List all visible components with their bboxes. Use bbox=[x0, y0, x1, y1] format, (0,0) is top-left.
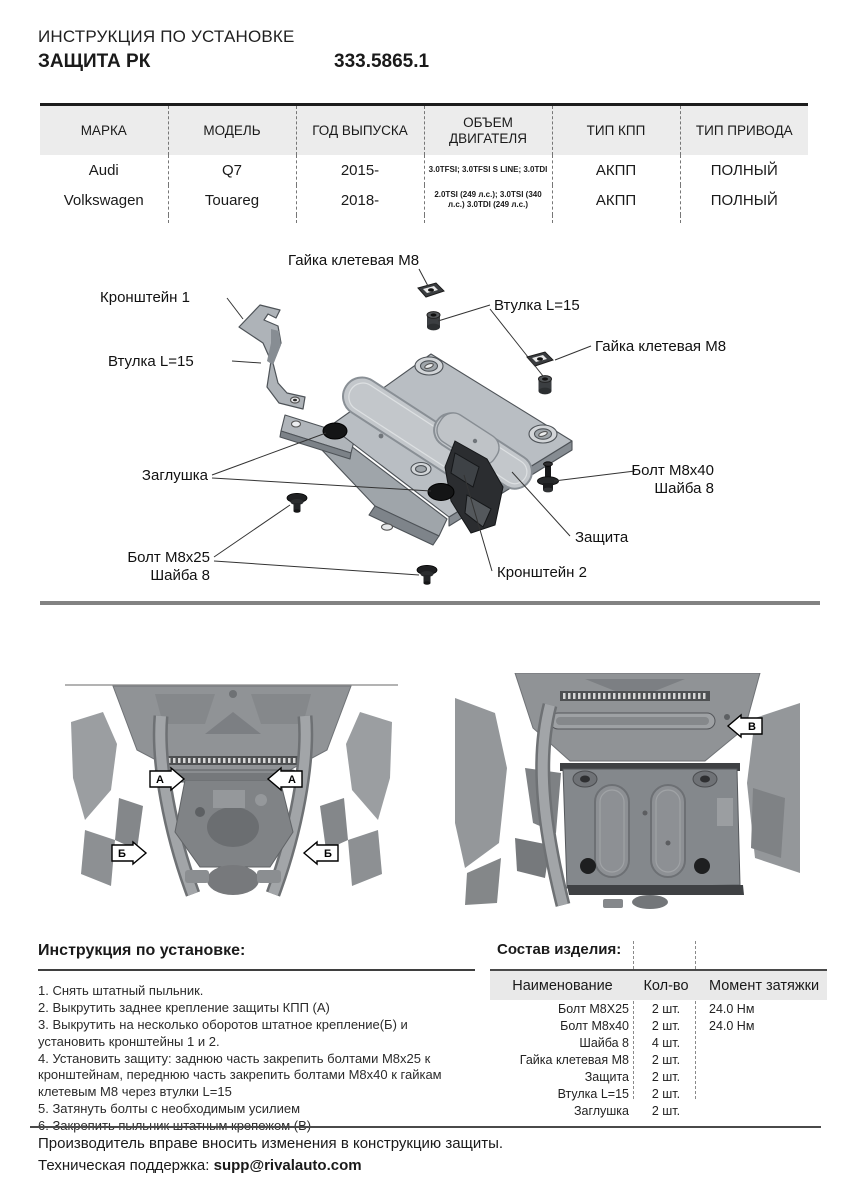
parts-table bbox=[490, 969, 827, 1119]
diagram-label-bushing-right: Втулка L=15 bbox=[494, 297, 580, 314]
plug-icon bbox=[323, 423, 347, 439]
guard-plate-illustration bbox=[280, 354, 572, 545]
plug-icon bbox=[428, 484, 454, 501]
boss-lower bbox=[411, 463, 431, 476]
document-header bbox=[38, 27, 798, 75]
svg-text:А: А bbox=[156, 774, 164, 786]
diagram-label-bushing-left: Втулка L=15 bbox=[108, 353, 194, 370]
callout-b-right bbox=[304, 842, 338, 864]
part-torque: 24.0 Нм bbox=[709, 1001, 755, 1016]
cell-year: 2018- bbox=[296, 185, 424, 215]
boss-right bbox=[529, 425, 557, 443]
col-header-brand: МАРКА bbox=[40, 105, 168, 156]
instructions-steps bbox=[38, 983, 475, 1135]
diagram-label-bracket1: Кронштейн 1 bbox=[100, 289, 190, 306]
exploded-parts-diagram bbox=[35, 243, 815, 603]
parts-col-torque: Момент затяжки bbox=[698, 970, 827, 1000]
svg-text:В: В bbox=[748, 721, 756, 733]
diagram-label-bolt-m8x40: Болт М8х40 bbox=[631, 462, 714, 479]
part-number: 333.5865.1 bbox=[334, 51, 430, 72]
part-torque: 24.0 Нм bbox=[709, 1018, 755, 1033]
diagram-label-guard: Защита bbox=[575, 529, 629, 546]
parts-row bbox=[490, 1068, 827, 1085]
support-label: Техническая поддержка: bbox=[38, 1157, 214, 1174]
diagram-label-washer-right: Шайба 8 bbox=[654, 480, 714, 497]
cell-drive: ПОЛНЫЙ bbox=[680, 155, 808, 185]
svg-text:А: А bbox=[288, 774, 296, 786]
bushing-icon bbox=[539, 376, 552, 395]
parts-row bbox=[490, 1102, 827, 1119]
bolt-m8x25-icon bbox=[287, 493, 307, 512]
part-name: Болт M8X25 bbox=[558, 1001, 629, 1016]
col-header-gearbox: ТИП КПП bbox=[552, 105, 680, 156]
cell-year: 2015- bbox=[296, 155, 424, 185]
part-qty: 2 шт. bbox=[651, 1103, 681, 1118]
bolt-m8x25-icon bbox=[417, 565, 437, 584]
engine-shield bbox=[113, 686, 351, 782]
part-name: Гайка клетевая М8 bbox=[519, 1052, 629, 1067]
diagram-label-plug: Заглушка bbox=[141, 467, 208, 484]
svg-text:Б: Б bbox=[118, 848, 126, 860]
installation-instructions-section bbox=[38, 942, 475, 1135]
part-name: Шайба 8 bbox=[579, 1035, 629, 1050]
cell-drive: ПОЛНЫЙ bbox=[680, 185, 808, 215]
boss-top bbox=[415, 357, 443, 375]
cell-gearbox: АКПП bbox=[552, 155, 680, 185]
table-stub-row bbox=[40, 215, 808, 223]
parts-row bbox=[490, 1000, 827, 1017]
instruction-step: 1. Снять штатный пыльник. bbox=[38, 983, 204, 998]
transfer-case-area bbox=[175, 780, 293, 895]
diagram-label-bracket2: Кронштейн 2 bbox=[497, 564, 587, 581]
part-torque bbox=[698, 1068, 827, 1085]
part-torque bbox=[698, 1102, 827, 1119]
cell-engine: 2.0TSI (249 л.с.); 3.0TSI (340 л.с.) 3.0TDI (249 л.с.) bbox=[424, 185, 552, 215]
vehicle-compatibility-table bbox=[40, 103, 808, 223]
cell-model: Q7 bbox=[168, 155, 296, 185]
part-torque bbox=[698, 1034, 827, 1051]
installation-photo-front bbox=[65, 682, 398, 904]
parts-header-row bbox=[490, 970, 827, 1000]
part-name: Болт M8x40 bbox=[560, 1018, 629, 1033]
col-header-drive: ТИП ПРИВОДА bbox=[680, 105, 808, 156]
instruction-step: 2. Выкрутить заднее крепление защиты КПП (А) bbox=[38, 999, 330, 1015]
part-qty: 4 шт. bbox=[651, 1035, 681, 1050]
instruction-step: 4. Установить защиту: заднюю часть закрепить болтами М8х25 к кронштейнам, переднюю часть закрепить болтами М8х40 к гайкам клетевым М8 через втулки L=15 bbox=[38, 1050, 442, 1100]
part-qty: 2 шт. bbox=[651, 1001, 681, 1016]
instruction-step: 5. Затянуть болты с необходимым усилием bbox=[38, 1101, 301, 1117]
instructions-title: Инструкция по установке: bbox=[38, 942, 475, 971]
cell-engine: 3.0TFSI; 3.0TFSI S LINE; 3.0TDI bbox=[424, 155, 552, 185]
parts-col-name: Наименование bbox=[490, 970, 634, 1000]
parts-row bbox=[490, 1051, 827, 1068]
part-name: Заглушка bbox=[573, 1103, 629, 1118]
table-row bbox=[40, 155, 808, 185]
cage-nut-icon bbox=[418, 283, 444, 297]
table-row bbox=[40, 185, 808, 215]
col-header-year: ГОД ВЫПУСКА bbox=[296, 105, 424, 156]
part-torque bbox=[698, 1085, 827, 1102]
table-header-row bbox=[40, 105, 808, 156]
cell-brand: Volkswagen bbox=[63, 191, 144, 209]
section-divider bbox=[40, 601, 820, 605]
cell-model: Touareg bbox=[168, 185, 296, 215]
part-qty: 2 шт. bbox=[651, 1052, 681, 1067]
parts-row bbox=[490, 1017, 827, 1034]
part-torque bbox=[698, 1051, 827, 1068]
svg-text:Б: Б bbox=[324, 848, 332, 860]
col-header-engine: ОБЪЕМ ДВИГАТЕЛЯ bbox=[424, 105, 552, 156]
col-header-model: МОДЕЛЬ bbox=[168, 105, 296, 156]
part-qty: 2 шт. bbox=[651, 1018, 681, 1033]
cage-nut-icon bbox=[527, 352, 553, 366]
footer-divider bbox=[30, 1126, 821, 1128]
parts-row bbox=[490, 1085, 827, 1102]
cell-brand: Audi bbox=[88, 161, 119, 179]
callout-b-left bbox=[112, 842, 146, 864]
diagram-label-bolt-m8x25: Болт М8х25 bbox=[127, 549, 210, 566]
installed-guard-plate bbox=[560, 763, 744, 909]
part-qty: 2 шт. bbox=[651, 1069, 681, 1084]
part-qty: 2 шт. bbox=[651, 1086, 681, 1101]
document-type-title: ИНСТРУКЦИЯ ПО УСТАНОВКЕ bbox=[38, 27, 295, 46]
support-email: supp@rivalauto.com bbox=[213, 1157, 362, 1174]
cell-gearbox: АКПП bbox=[552, 185, 680, 215]
parts-col-qty: Кол-во bbox=[634, 970, 698, 1000]
parts-list-title: Состав изделия: bbox=[497, 941, 622, 958]
diagram-label-cage-nut-right: Гайка клетевая М8 bbox=[595, 338, 727, 355]
diagram-label-cage-nut-top: Гайка клетевая М8 bbox=[288, 252, 420, 269]
part-name: Втулка L=15 bbox=[557, 1086, 629, 1101]
part-name: Защита bbox=[584, 1069, 629, 1084]
footer-support bbox=[38, 1157, 362, 1174]
bracket-1-illustration bbox=[239, 305, 305, 409]
installation-photo-installed bbox=[455, 673, 800, 910]
parts-row bbox=[490, 1034, 827, 1051]
diagram-label-washer-left: Шайба 8 bbox=[150, 567, 210, 584]
parts-list-section bbox=[490, 941, 820, 1118]
product-name: ЗАЩИТА РК bbox=[38, 51, 151, 72]
footer-disclaimer: Производитель вправе вносить изменения в конструкцию защиты. bbox=[38, 1135, 504, 1152]
instruction-step: 3. Выкрутить на несколько оборотов штатное крепление(Б) и установить кронштейны 1 и 2. bbox=[38, 1016, 408, 1049]
